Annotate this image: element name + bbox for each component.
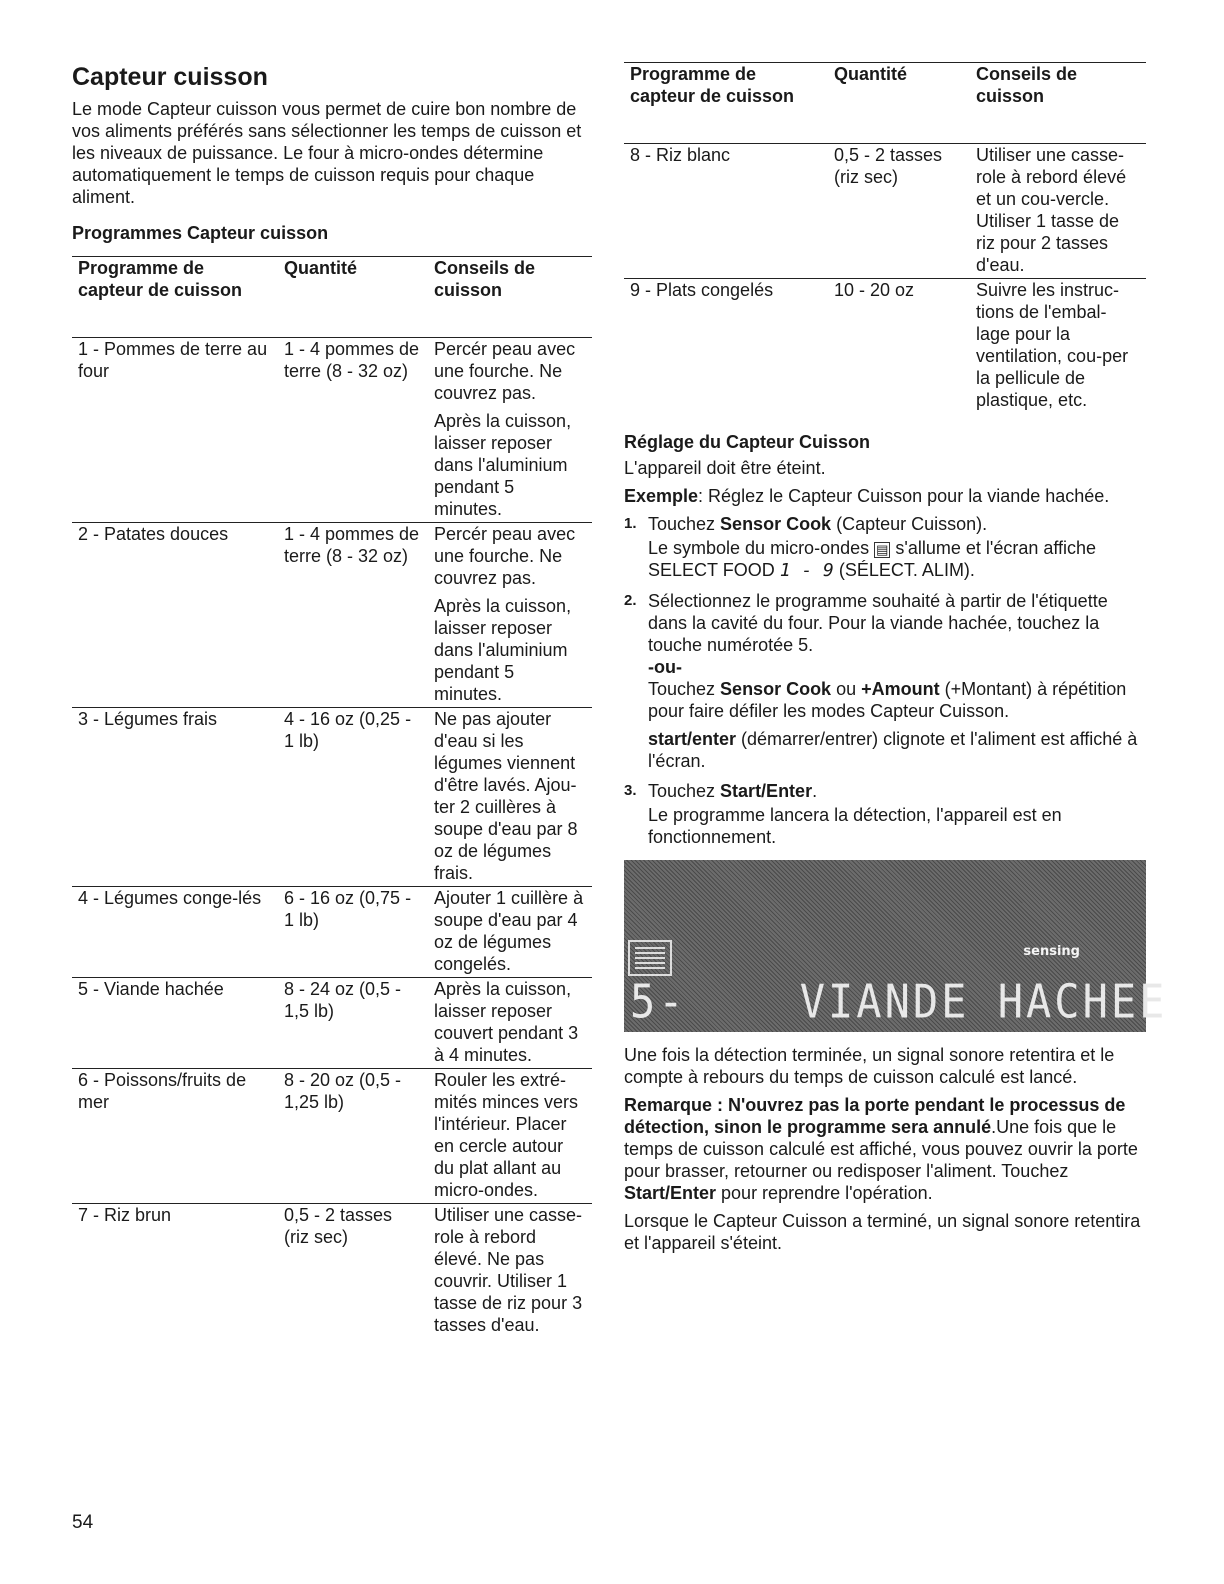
step-text: Sélectionnez le programme souhaité à partir de l'étiquette dans la cavité du four. Pour la viande hachée, touchez la touche numérotée 5. [648, 591, 1108, 655]
table-row [72, 1204, 592, 1339]
table-row [72, 887, 592, 978]
amount-key: +Amount [861, 679, 940, 699]
table-row [72, 1069, 592, 1204]
cell-quantity: 1 - 4 pommes de terre (8 - 32 oz) [278, 338, 428, 523]
display-readout: 5- VIANDE HACHEE [630, 974, 1168, 1029]
remark-paragraph [624, 1094, 1146, 1204]
tip-text: Après la cuisson, laisser reposer dans l'aluminium pendant 5 minutes. [434, 596, 572, 704]
cell-tips [428, 338, 592, 523]
cell-program: 5 - Viande hachée [72, 978, 278, 1069]
tip-text: Après la cuisson, laisser reposer dans l'aluminium pendant 5 minutes. [434, 411, 572, 519]
final-paragraph: Lorsque le Capteur Cuisson a terminé, un signal sonore retentira et l'appareil s'éteint. [624, 1211, 1141, 1253]
cell-program: 7 - Riz brun [72, 1204, 278, 1339]
paragraph-off: L'appareil doit être éteint. [624, 458, 826, 478]
cell-tips: Rouler les extré-mités minces vers l'intérieur. Placer en cercle autour du plat allant au micro-ondes. [428, 1069, 592, 1204]
right-column [624, 62, 1168, 1260]
header-program: Programme de capteur de cuisson [72, 257, 278, 338]
remark-bold: Remarque : N'ouvrez pas la porte pendant le processus de détection, sinon le programme sera annulé [624, 1095, 1126, 1137]
cell-quantity: 8 - 24 oz (0,5 - 1,5 lb) [278, 978, 428, 1069]
sensor-cook-table-left [72, 256, 592, 1338]
after-display-paragraph: Une fois la détection terminée, un signal sonore retentira et le compte à rebours du temps de cuisson calculé est lancé. [624, 1045, 1115, 1087]
cell-tips: Utiliser une casse-role à rebord élevé et un cou-vercle. Utiliser 1 tasse de riz pour 2 tasses d'eau. [970, 144, 1146, 279]
oven-display [624, 860, 1168, 1032]
cell-quantity: 4 - 16 oz (0,25 - 1 lb) [278, 708, 428, 887]
tip-text: Percér peau avec une fourche. Ne couvrez pas. [434, 524, 576, 588]
cell-quantity: 0,5 - 2 tasses (riz sec) [828, 144, 970, 279]
start-enter-key: start/enter [648, 729, 737, 749]
cell-program: 3 - Légumes frais [72, 708, 278, 887]
step-1 [624, 513, 1146, 582]
page-number: 54 [72, 1512, 94, 1533]
table-subtitle: Programmes Capteur cuisson [72, 223, 329, 243]
step-text: ou [831, 679, 862, 699]
sensing-label: sensing [1023, 944, 1080, 959]
header-program: Programme de capteur de cuisson [624, 63, 828, 144]
cell-program: 9 - Plats congelés [624, 279, 828, 414]
cell-program: 8 - Riz blanc [624, 144, 828, 279]
example-text: : Réglez le Capteur Cuisson pour la viande hachée. [698, 486, 1110, 506]
start-enter-key: Start/Enter [624, 1183, 717, 1203]
page-title: Capteur cuisson [72, 63, 268, 91]
left-column [72, 62, 592, 1338]
tip-text: Percér peau avec une fourche. Ne couvrez pas. [434, 339, 576, 403]
step-text: Touchez [648, 679, 721, 699]
step-2-alt [648, 678, 1146, 722]
header-quantity: Quantité [278, 257, 428, 338]
step-text: Touchez [648, 781, 721, 801]
cell-program: 2 - Patates douces [72, 523, 278, 708]
remark-text: pour reprendre l'opération. [716, 1183, 933, 1203]
step-text: (Capteur Cuisson). [831, 514, 988, 534]
cell-quantity: 6 - 16 oz (0,75 - 1 lb) [278, 887, 428, 978]
step-text: Le symbole du micro-ondes [648, 538, 875, 558]
lcd-range: 1 - 9 [779, 560, 834, 581]
step-number: 2. [624, 592, 637, 609]
header-tips: Conseils de cuisson [970, 63, 1146, 144]
step-text: . [812, 781, 818, 801]
section-title: Réglage du Capteur Cuisson [624, 432, 871, 452]
cell-tips: Ajouter 1 cuillère à soupe d'eau par 4 oz de légumes congelés. [428, 887, 592, 978]
microwave-icon: ▤ [876, 542, 889, 557]
table-row [72, 978, 592, 1069]
steps-list [624, 513, 1146, 848]
table-row [624, 144, 1146, 279]
cell-program: 4 - Légumes conge-lés [72, 887, 278, 978]
step-number: 3. [624, 782, 637, 799]
remark-text: .Une fois que le temps de cuisson calculé est affiché, vous pouvez ouvrir la porte pour brasser, retourner ou redisposer l'aliment. Touchez [624, 1117, 1138, 1181]
step-text: (démarrer/entrer) clignote et l'aliment est affiché à l'écran. [648, 729, 1138, 771]
cell-program: 6 - Poissons/fruits de mer [72, 1069, 278, 1204]
cell-tips: Suivre les instruc-tions de l'embal-lage pour la ventilation, cou-per la pellicule de plastique, etc. [970, 279, 1146, 414]
step-2-start [648, 728, 1146, 772]
step-number: 1. [624, 515, 637, 532]
or-separator: -ou- [648, 657, 682, 677]
intro-paragraph: Le mode Capteur cuisson vous permet de cuire bon nombre de vos aliments préférés sans sélectionner les temps de cuisson et les niveaux de puissance. Le four à micro-ondes détermine automatiquement le temps de cuisson requis pour chaque aliment. [72, 99, 582, 207]
microwave-symbol-icon [628, 940, 672, 976]
table-row [72, 338, 592, 523]
step-text: Touchez [648, 514, 721, 534]
step-text: (+Montant) à répétition pour faire défiler les modes Capteur Cuisson. [648, 679, 1127, 721]
sensor-cook-table-right [624, 62, 1146, 413]
cell-quantity: 0,5 - 2 tasses (riz sec) [278, 1204, 428, 1339]
cell-program: 1 - Pommes de terre au four [72, 338, 278, 523]
table-row [72, 523, 592, 708]
header-quantity: Quantité [828, 63, 970, 144]
step-2 [624, 590, 1146, 772]
cell-quantity: 8 - 20 oz (0,5 - 1,25 lb) [278, 1069, 428, 1204]
cell-tips: Après la cuisson, laisser reposer couvert pendant 3 à 4 minutes. [428, 978, 592, 1069]
cell-quantity: 10 - 20 oz [828, 279, 970, 414]
header-tips: Conseils de cuisson [428, 257, 592, 338]
table-row [624, 279, 1146, 414]
step-text: (SÉLECT. ALIM). [833, 560, 975, 580]
cell-quantity: 1 - 4 pommes de terre (8 - 32 oz) [278, 523, 428, 708]
cell-tips [428, 523, 592, 708]
example-paragraph [624, 485, 1146, 507]
example-label: Exemple [624, 486, 699, 506]
cell-tips: Ne pas ajouter d'eau si les légumes viennent d'être lavés. Ajou-ter 2 cuillères à soupe d'eau par 8 oz de légumes frais. [428, 708, 592, 887]
step-3 [624, 780, 1146, 848]
sensor-cook-key: Sensor Cook [720, 679, 832, 699]
cell-tips: Utiliser une casse-role à rebord élevé. Ne pas couvrir. Utiliser 1 tasse de riz pour 3 tasses d'eau. [428, 1204, 592, 1339]
step-text: s'allume et l'écran affiche SELECT FOOD [648, 538, 1097, 580]
sensor-cook-key: Sensor Cook [720, 514, 832, 534]
start-enter-key: Start/Enter [720, 781, 813, 801]
step-3-detail: Le programme lancera la détection, l'appareil est en fonctionnement. [648, 805, 1062, 847]
table-row [72, 708, 592, 887]
step-1-detail [648, 537, 1146, 582]
